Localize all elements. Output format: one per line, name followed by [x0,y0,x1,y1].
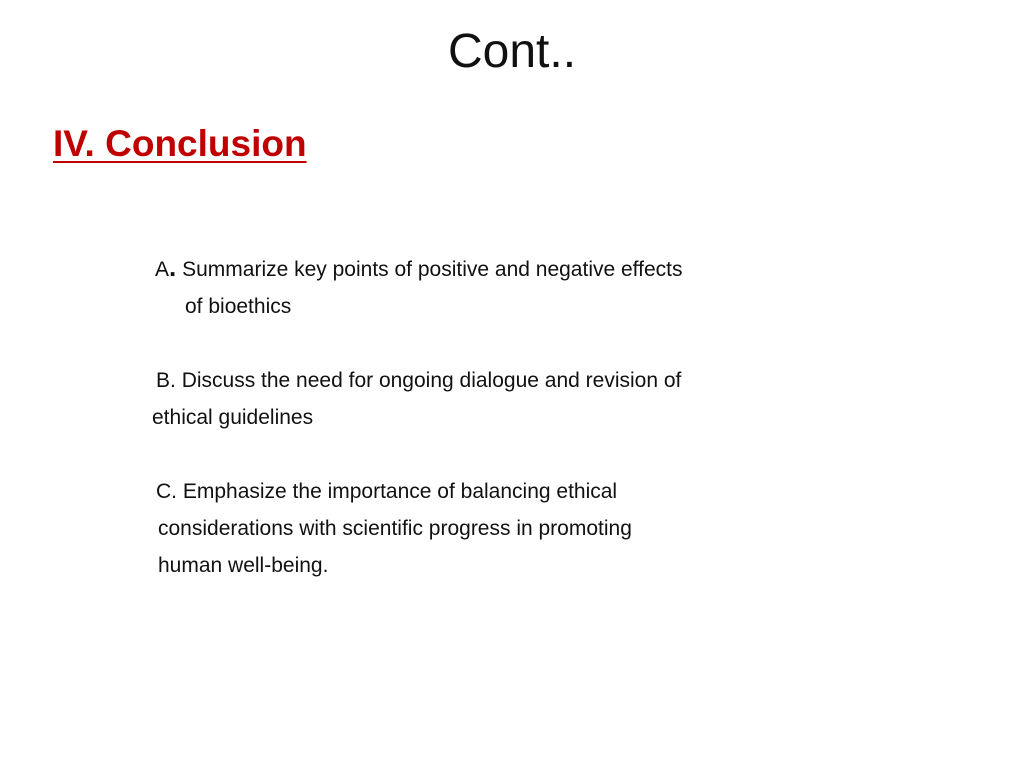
point-b-text-2: ethical guidelines [152,406,314,429]
point-a-line-1 [155,253,682,284]
point-c-text-2: considerations with scientific progress in promoting [158,517,632,540]
point-b-line-1 [156,367,681,395]
point-a-text-1: Summarize key points of positive and negative effects [182,258,683,281]
point-a-text-2: of bioethics [185,295,292,318]
point-c-text-3: human well-being. [158,554,329,577]
point-b-text-1: Discuss the need for ongoing dialogue and revision of [181,369,682,392]
point-c-text-1: Emphasize the importance of balancing ethical [182,480,618,503]
point-b-marker: B. [156,369,176,392]
slide-title: Cont.. [447,25,577,78]
section-heading: IV. Conclusion [53,123,307,164]
point-c-line-1 [156,478,617,506]
point-c-marker: C. [156,480,177,503]
point-a-marker-dot: . [169,252,177,282]
point-a-marker: A [155,258,170,281]
